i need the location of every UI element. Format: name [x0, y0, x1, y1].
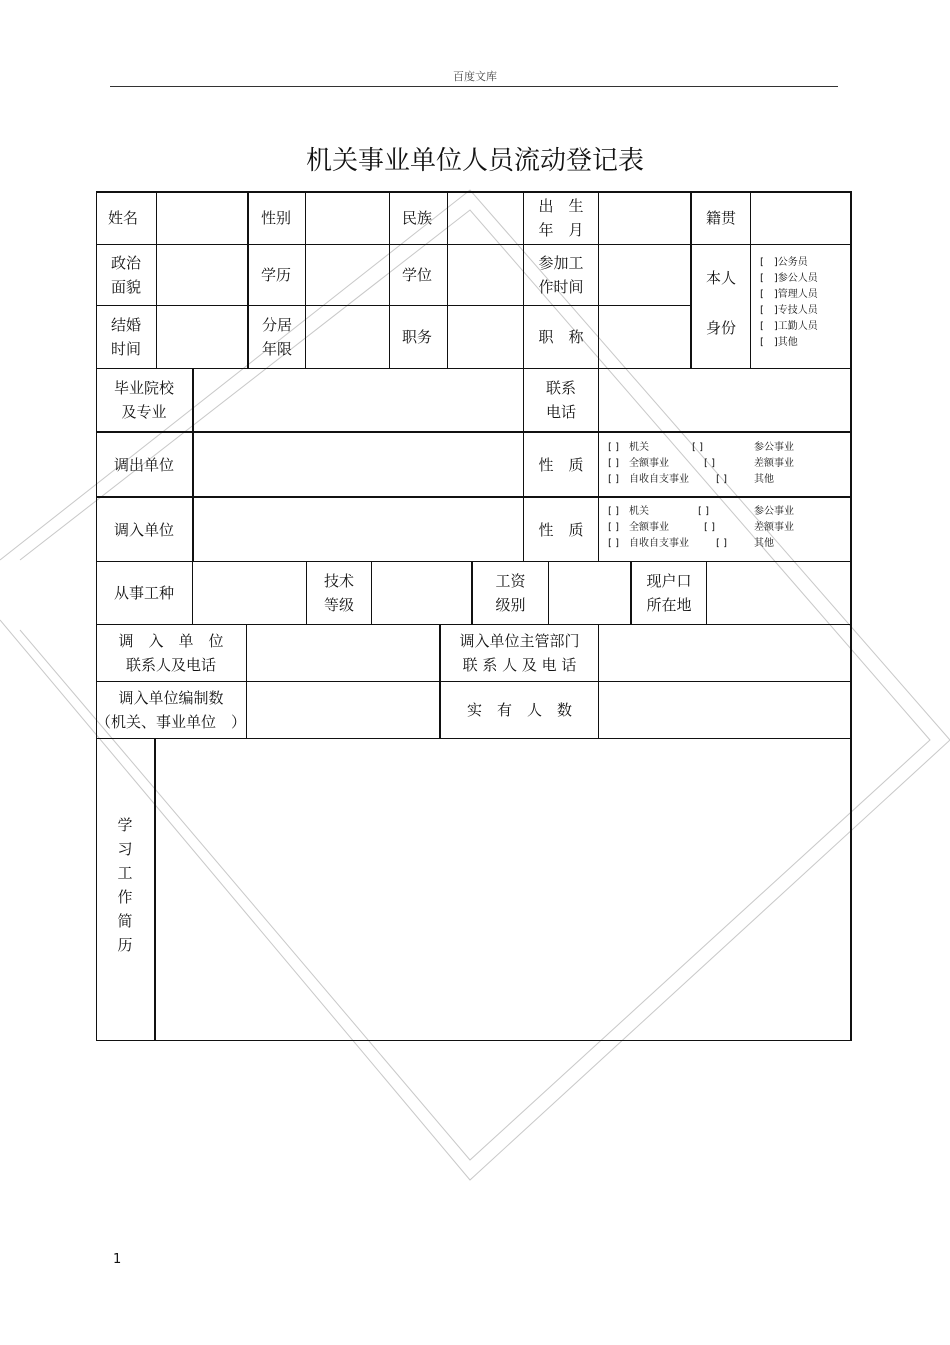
label-residence [632, 562, 706, 624]
label-tech-line2: 等级 [323, 596, 354, 614]
label-contact-line2: 联系人及电话 [125, 656, 216, 674]
identity-option[interactable]: [ ]管理人员 [760, 289, 818, 300]
label-degree: 学位 [402, 266, 433, 284]
field-gender[interactable] [306, 193, 389, 244]
field-birth[interactable] [599, 193, 690, 244]
field-title-rank[interactable] [599, 306, 690, 368]
header-site-name: 百度文库 [453, 70, 497, 83]
nature-out-option[interactable]: [ ] 全额事业 [ ] 差额事业 [608, 458, 794, 469]
label-phone-line2: 电话 [545, 403, 576, 421]
label-phone-line1: 联系 [545, 379, 576, 397]
label-gender: 性别 [261, 208, 292, 227]
label-wage-line2: 级别 [495, 596, 526, 614]
page-number: 1 [113, 1252, 122, 1267]
form-title: 机关事业单位人员流动登记表 [305, 146, 644, 176]
label-contact-line1: 调 入 单 位 [118, 632, 224, 650]
identity-options [760, 255, 848, 351]
nature-in-option[interactable]: [ ] 全额事业 [ ] 差额事业 [608, 522, 794, 533]
label-tech [307, 562, 371, 624]
label-position: 职务 [402, 328, 433, 346]
label-title-rank: 职 称 [538, 328, 584, 346]
field-native-place[interactable] [751, 193, 850, 244]
field-resume[interactable] [157, 739, 850, 1040]
label-phone [524, 369, 598, 431]
nature-out-option[interactable]: [ ] 自收自支事业 [ ] 其他 [608, 474, 774, 485]
field-ethnicity[interactable] [448, 193, 523, 244]
field-political[interactable] [157, 245, 247, 305]
field-quota[interactable] [247, 682, 439, 738]
label-identity-line1: 本人 [705, 269, 736, 287]
table-border-right [850, 191, 852, 1041]
label-resume-char: 习 [117, 840, 133, 858]
field-job-type[interactable] [193, 562, 306, 624]
nature-in-option[interactable]: [ ] 机关 [ ] 参公事业 [608, 506, 794, 517]
label-quota [96, 682, 246, 738]
label-quota-line1: 调入单位编制数 [118, 689, 224, 707]
label-job-type: 从事工种 [113, 584, 174, 602]
label-in-unit: 调入单位 [113, 520, 174, 539]
nature-in-option[interactable]: [ ] 自收自支事业 [ ] 其他 [608, 538, 774, 549]
identity-option[interactable]: [ ]专技人员 [760, 305, 818, 316]
label-separation [249, 306, 305, 368]
label-resume-char: 作 [117, 888, 133, 906]
field-actual-count[interactable] [599, 682, 850, 738]
nature-out-option[interactable]: [ ] 机关 [ ] 参公事业 [608, 442, 794, 453]
label-political-line1: 政治 [110, 254, 141, 272]
label-dept-line1: 调入单位主管部门 [459, 632, 580, 650]
field-out-unit[interactable] [194, 433, 523, 496]
label-identity-line2: 身份 [705, 319, 736, 337]
label-ethnicity: 民族 [402, 208, 433, 227]
field-position[interactable] [448, 306, 523, 368]
label-dept [441, 625, 598, 681]
label-birth-line2: 年 月 [538, 220, 584, 239]
label-birth-line1: 出 生 [538, 196, 584, 215]
label-resume-char: 历 [117, 936, 133, 954]
table-border-bottom [96, 1040, 852, 1041]
label-political [96, 245, 156, 305]
field-contact[interactable] [247, 625, 439, 681]
field-work-start[interactable] [599, 245, 690, 305]
label-nature-in: 性 质 [538, 520, 584, 539]
identity-option[interactable]: [ ]其他 [760, 337, 798, 348]
label-out-unit: 调出单位 [113, 455, 174, 474]
label-marriage-line2: 时间 [110, 340, 141, 358]
label-political-line2: 面貌 [110, 278, 141, 296]
label-separation-line2: 年限 [261, 340, 292, 358]
label-resume-char: 简 [117, 912, 133, 930]
nature-in-options [608, 504, 848, 552]
label-school [96, 369, 192, 431]
label-education: 学历 [261, 266, 292, 284]
label-nature-out: 性 质 [538, 455, 584, 474]
label-wage [473, 562, 548, 624]
identity-option[interactable]: [ ]参公人员 [760, 273, 818, 284]
label-work-start [524, 245, 598, 305]
field-name[interactable] [157, 193, 247, 244]
field-phone[interactable] [599, 369, 850, 431]
identity-option[interactable]: [ ]公务员 [760, 257, 808, 268]
label-actual-count: 实 有 人 数 [466, 701, 572, 719]
label-native-place: 籍贯 [705, 208, 736, 227]
label-separation-line1: 分居 [261, 316, 292, 334]
registration-form-table [96, 191, 852, 1041]
label-name: 姓名 [108, 208, 139, 227]
field-residence[interactable] [707, 562, 850, 624]
identity-option[interactable]: [ ]工勤人员 [760, 321, 818, 332]
label-resume-char: 工 [117, 864, 133, 882]
col-divider [154, 738, 156, 1040]
field-dept[interactable] [599, 625, 850, 681]
label-school-line1: 毕业院校 [113, 379, 174, 397]
field-tech[interactable] [372, 562, 471, 624]
label-wage-line1: 工资 [495, 572, 526, 590]
label-work-start-line2: 作时间 [538, 278, 584, 296]
label-residence-line1: 现户口 [646, 572, 692, 590]
label-dept-line2: 联 系 人 及 电 话 [462, 656, 577, 674]
label-school-line2: 及专业 [121, 403, 167, 421]
label-birth [524, 191, 598, 244]
field-degree[interactable] [448, 245, 523, 305]
label-resume [96, 813, 154, 963]
label-marriage-line1: 结婚 [110, 316, 141, 334]
label-tech-line1: 技术 [323, 572, 354, 590]
field-in-unit[interactable] [194, 498, 523, 561]
label-marriage [96, 306, 156, 368]
label-quota-line2: （机关、事业单位 ） [96, 713, 247, 731]
label-work-start-line1: 参加工 [538, 254, 584, 272]
label-residence-line2: 所在地 [646, 596, 692, 614]
field-marriage[interactable] [157, 306, 247, 368]
nature-out-options [608, 440, 848, 488]
label-contact [96, 625, 246, 681]
field-school[interactable] [194, 369, 523, 431]
field-education[interactable] [306, 245, 389, 305]
label-resume-char: 学 [117, 816, 133, 834]
field-wage[interactable] [549, 562, 630, 624]
field-separation[interactable] [306, 306, 389, 368]
